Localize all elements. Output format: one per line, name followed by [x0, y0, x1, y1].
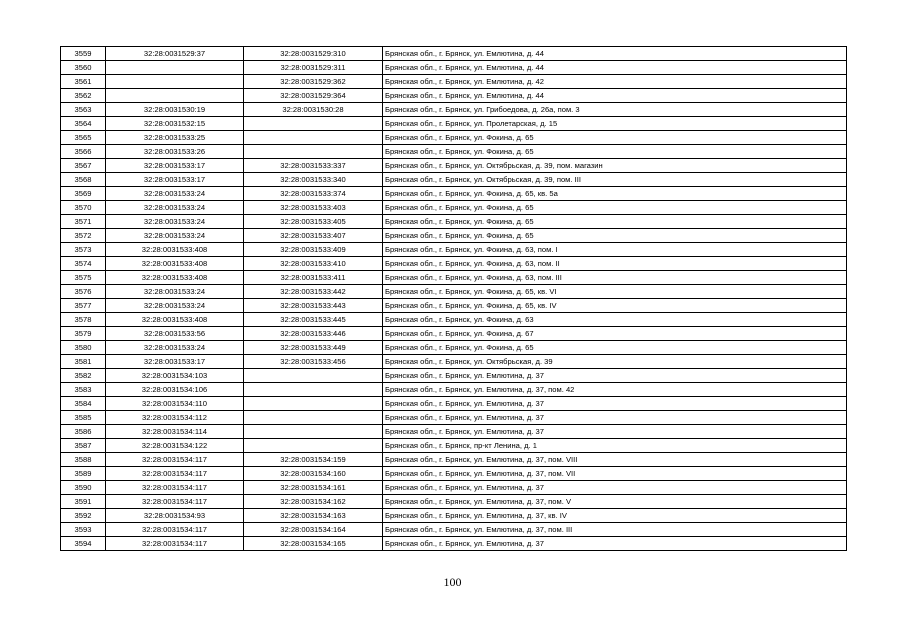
table-row: [61, 201, 847, 215]
row-number-cell: 3566: [61, 145, 106, 159]
address-cell: Брянская обл., г. Брянск, ул. Октябрьская, д. 39, пом. магазин: [383, 159, 847, 173]
cadastral-number-cell: 32:28:0031534:117: [106, 453, 244, 467]
table-row: [61, 397, 847, 411]
cadastral-number-cell: 32:28:0031534:110: [106, 397, 244, 411]
object-cadastral-number-cell: [244, 117, 383, 131]
table-row: [61, 537, 847, 551]
row-number-cell: 3580: [61, 341, 106, 355]
table-row: [61, 243, 847, 257]
object-cadastral-number-cell: [244, 425, 383, 439]
object-cadastral-number-cell: 32:28:0031533:410: [244, 257, 383, 271]
table-row: [61, 61, 847, 75]
address-cell: Брянская обл., г. Брянск, ул. Емлютина, д. 37: [383, 425, 847, 439]
table-row: [61, 383, 847, 397]
address-cell: Брянская обл., г. Брянск, ул. Фокина, д. 65: [383, 201, 847, 215]
object-cadastral-number-cell: 32:28:0031529:310: [244, 47, 383, 61]
row-number-cell: 3589: [61, 467, 106, 481]
cadastral-number-cell: [106, 61, 244, 75]
address-cell: Брянская обл., г. Брянск, ул. Емлютина, д. 37: [383, 397, 847, 411]
object-cadastral-number-cell: [244, 369, 383, 383]
table-row: [61, 103, 847, 117]
cadastral-number-cell: 32:28:0031534:114: [106, 425, 244, 439]
table-row: [61, 467, 847, 481]
table-row: [61, 187, 847, 201]
cadastral-number-cell: 32:28:0031533:408: [106, 257, 244, 271]
cadastral-number-cell: 32:28:0031533:25: [106, 131, 244, 145]
address-cell: Брянская обл., г. Брянск, ул. Фокина, д. 63: [383, 313, 847, 327]
row-number-cell: 3591: [61, 495, 106, 509]
object-cadastral-number-cell: [244, 439, 383, 453]
object-cadastral-number-cell: 32:28:0031533:411: [244, 271, 383, 285]
row-number-cell: 3570: [61, 201, 106, 215]
object-cadastral-number-cell: 32:28:0031533:374: [244, 187, 383, 201]
row-number-cell: 3592: [61, 509, 106, 523]
object-cadastral-number-cell: [244, 145, 383, 159]
address-cell: Брянская обл., г. Брянск, ул. Емлютина, д. 37: [383, 369, 847, 383]
row-number-cell: 3565: [61, 131, 106, 145]
object-cadastral-number-cell: 32:28:0031534:162: [244, 495, 383, 509]
address-cell: Брянская обл., г. Брянск, ул. Фокина, д. 63, пом. II: [383, 257, 847, 271]
address-cell: Брянская обл., г. Брянск, ул. Фокина, д. 65, кв. IV: [383, 299, 847, 313]
row-number-cell: 3578: [61, 313, 106, 327]
address-cell: Брянская обл., г. Брянск, ул. Фокина, д. 67: [383, 327, 847, 341]
row-number-cell: 3569: [61, 187, 106, 201]
cadastral-number-cell: 32:28:0031533:408: [106, 313, 244, 327]
address-cell: Брянская обл., г. Брянск, ул. Емлютина, д. 37, пом. VIII: [383, 453, 847, 467]
table-row: [61, 369, 847, 383]
table-row: [61, 355, 847, 369]
cadastral-number-cell: 32:28:0031533:56: [106, 327, 244, 341]
cadastral-number-cell: 32:28:0031534:103: [106, 369, 244, 383]
object-cadastral-number-cell: 32:28:0031533:403: [244, 201, 383, 215]
table-row: [61, 75, 847, 89]
cadastral-number-cell: 32:28:0031534:112: [106, 411, 244, 425]
row-number-cell: 3568: [61, 173, 106, 187]
cadastral-number-cell: 32:28:0031533:17: [106, 173, 244, 187]
address-cell: Брянская обл., г. Брянск, ул. Емлютина, д. 37, пом. III: [383, 523, 847, 537]
row-number-cell: 3575: [61, 271, 106, 285]
object-cadastral-number-cell: 32:28:0031533:337: [244, 159, 383, 173]
row-number-cell: 3593: [61, 523, 106, 537]
cadastral-number-cell: [106, 75, 244, 89]
table-row: [61, 159, 847, 173]
address-cell: Брянская обл., г. Брянск, ул. Фокина, д. 65, кв. VI: [383, 285, 847, 299]
page-number: 100: [443, 575, 462, 589]
row-number-cell: 3581: [61, 355, 106, 369]
address-cell: Брянская обл., г. Брянск, ул. Грибоедова, д. 26а, пом. 3: [383, 103, 847, 117]
object-cadastral-number-cell: [244, 411, 383, 425]
cadastral-number-cell: [106, 89, 244, 103]
object-cadastral-number-cell: 32:28:0031533:405: [244, 215, 383, 229]
row-number-cell: 3572: [61, 229, 106, 243]
address-cell: Брянская обл., г. Брянск, ул. Емлютина, д. 42: [383, 75, 847, 89]
cadastral-number-cell: 32:28:0031533:408: [106, 271, 244, 285]
table-row: [61, 173, 847, 187]
row-number-cell: 3577: [61, 299, 106, 313]
object-cadastral-number-cell: 32:28:0031534:160: [244, 467, 383, 481]
row-number-cell: 3590: [61, 481, 106, 495]
object-cadastral-number-cell: 32:28:0031529:362: [244, 75, 383, 89]
table-row: [61, 145, 847, 159]
address-cell: Брянская обл., г. Брянск, ул. Фокина, д. 63, пом. III: [383, 271, 847, 285]
address-cell: Брянская обл., г. Брянск, ул. Фокина, д. 65: [383, 229, 847, 243]
object-cadastral-number-cell: 32:28:0031534:163: [244, 509, 383, 523]
row-number-cell: 3582: [61, 369, 106, 383]
cadastral-number-cell: 32:28:0031533:17: [106, 159, 244, 173]
cadastral-number-cell: 32:28:0031534:117: [106, 481, 244, 495]
address-cell: Брянская обл., г. Брянск, ул. Емлютина, д. 37, пом. 42: [383, 383, 847, 397]
object-cadastral-number-cell: 32:28:0031529:311: [244, 61, 383, 75]
row-number-cell: 3559: [61, 47, 106, 61]
row-number-cell: 3585: [61, 411, 106, 425]
cadastral-number-cell: 32:28:0031533:26: [106, 145, 244, 159]
cadastral-number-cell: 32:28:0031534:122: [106, 439, 244, 453]
address-cell: Брянская обл., г. Брянск, ул. Емлютина, д. 37: [383, 537, 847, 551]
cadastral-number-cell: 32:28:0031533:408: [106, 243, 244, 257]
cadastral-number-cell: 32:28:0031534:117: [106, 495, 244, 509]
row-number-cell: 3571: [61, 215, 106, 229]
address-cell: Брянская обл., г. Брянск, ул. Емлютина, д. 44: [383, 89, 847, 103]
cadastral-number-cell: 32:28:0031533:24: [106, 341, 244, 355]
table-row: [61, 425, 847, 439]
address-cell: Брянская обл., г. Брянск, ул. Емлютина, д. 37: [383, 411, 847, 425]
table-row: [61, 509, 847, 523]
address-cell: Брянская обл., г. Брянск, ул. Емлютина, д. 37, пом. VII: [383, 467, 847, 481]
table-row: [61, 299, 847, 313]
row-number-cell: 3576: [61, 285, 106, 299]
row-number-cell: 3583: [61, 383, 106, 397]
table-row: [61, 439, 847, 453]
table-row: [61, 215, 847, 229]
row-number-cell: 3586: [61, 425, 106, 439]
row-number-cell: 3562: [61, 89, 106, 103]
address-cell: Брянская обл., г. Брянск, ул. Фокина, д. 65: [383, 145, 847, 159]
property-registry-table: [60, 46, 847, 551]
row-number-cell: 3587: [61, 439, 106, 453]
table-row: [61, 131, 847, 145]
object-cadastral-number-cell: 32:28:0031533:442: [244, 285, 383, 299]
object-cadastral-number-cell: 32:28:0031533:409: [244, 243, 383, 257]
row-number-cell: 3560: [61, 61, 106, 75]
object-cadastral-number-cell: 32:28:0031529:364: [244, 89, 383, 103]
object-cadastral-number-cell: 32:28:0031533:445: [244, 313, 383, 327]
address-cell: Брянская обл., г. Брянск, ул. Фокина, д. 65: [383, 215, 847, 229]
row-number-cell: 3584: [61, 397, 106, 411]
object-cadastral-number-cell: 32:28:0031530:28: [244, 103, 383, 117]
cadastral-number-cell: 32:28:0031533:24: [106, 285, 244, 299]
object-cadastral-number-cell: 32:28:0031533:340: [244, 173, 383, 187]
table-row: [61, 495, 847, 509]
row-number-cell: 3567: [61, 159, 106, 173]
cadastral-number-cell: 32:28:0031534:93: [106, 509, 244, 523]
object-cadastral-number-cell: 32:28:0031534:159: [244, 453, 383, 467]
object-cadastral-number-cell: [244, 397, 383, 411]
object-cadastral-number-cell: 32:28:0031533:449: [244, 341, 383, 355]
object-cadastral-number-cell: 32:28:0031534:165: [244, 537, 383, 551]
address-cell: Брянская обл., г. Брянск, ул. Октябрьская, д. 39: [383, 355, 847, 369]
object-cadastral-number-cell: 32:28:0031534:164: [244, 523, 383, 537]
object-cadastral-number-cell: [244, 131, 383, 145]
row-number-cell: 3594: [61, 537, 106, 551]
object-cadastral-number-cell: 32:28:0031533:443: [244, 299, 383, 313]
address-cell: Брянская обл., г. Брянск, ул. Емлютина, д. 37, кв. IV: [383, 509, 847, 523]
address-cell: Брянская обл., г. Брянск, ул. Фокина, д. 65: [383, 131, 847, 145]
cadastral-number-cell: 32:28:0031534:117: [106, 537, 244, 551]
address-cell: Брянская обл., г. Брянск, ул. Емлютина, д. 44: [383, 47, 847, 61]
row-number-cell: 3579: [61, 327, 106, 341]
cadastral-number-cell: 32:28:0031533:24: [106, 229, 244, 243]
row-number-cell: 3563: [61, 103, 106, 117]
cadastral-number-cell: 32:28:0031529:37: [106, 47, 244, 61]
row-number-cell: 3588: [61, 453, 106, 467]
object-cadastral-number-cell: 32:28:0031533:446: [244, 327, 383, 341]
row-number-cell: 3561: [61, 75, 106, 89]
cadastral-number-cell: 32:28:0031533:24: [106, 187, 244, 201]
cadastral-number-cell: 32:28:0031533:24: [106, 201, 244, 215]
row-number-cell: 3564: [61, 117, 106, 131]
object-cadastral-number-cell: 32:28:0031533:456: [244, 355, 383, 369]
address-cell: Брянская обл., г. Брянск, ул. Фокина, д. 65, кв. 5а: [383, 187, 847, 201]
table-row: [61, 411, 847, 425]
address-cell: Брянская обл., г. Брянск, ул. Октябрьская, д. 39, пом. III: [383, 173, 847, 187]
object-cadastral-number-cell: 32:28:0031534:161: [244, 481, 383, 495]
table-row: [61, 257, 847, 271]
row-number-cell: 3574: [61, 257, 106, 271]
row-number-cell: 3573: [61, 243, 106, 257]
address-cell: Брянская обл., г. Брянск, ул. Емлютина, д. 37: [383, 481, 847, 495]
table-row: [61, 341, 847, 355]
object-cadastral-number-cell: [244, 383, 383, 397]
table-row: [61, 89, 847, 103]
table-row: [61, 117, 847, 131]
cadastral-number-cell: 32:28:0031532:15: [106, 117, 244, 131]
object-cadastral-number-cell: 32:28:0031533:407: [244, 229, 383, 243]
table-row: [61, 229, 847, 243]
address-cell: Брянская обл., г. Брянск, ул. Емлютина, д. 37, пом. V: [383, 495, 847, 509]
table-row: [61, 47, 847, 61]
cadastral-number-cell: 32:28:0031530:19: [106, 103, 244, 117]
table-row: [61, 327, 847, 341]
cadastral-number-cell: 32:28:0031534:106: [106, 383, 244, 397]
address-cell: Брянская обл., г. Брянск, ул. Фокина, д. 63, пом. I: [383, 243, 847, 257]
cadastral-number-cell: 32:28:0031534:117: [106, 523, 244, 537]
cadastral-number-cell: 32:28:0031534:117: [106, 467, 244, 481]
address-cell: Брянская обл., г. Брянск, ул. Фокина, д. 65: [383, 341, 847, 355]
table-row: [61, 523, 847, 537]
address-cell: Брянская обл., г. Брянск, ул. Пролетарская, д. 15: [383, 117, 847, 131]
cadastral-number-cell: 32:28:0031533:24: [106, 299, 244, 313]
table-row: [61, 313, 847, 327]
table-row: [61, 285, 847, 299]
cadastral-number-cell: 32:28:0031533:24: [106, 215, 244, 229]
table-row: [61, 453, 847, 467]
address-cell: Брянская обл., г. Брянск, пр-кт Ленина, д. 1: [383, 439, 847, 453]
table-row: [61, 271, 847, 285]
address-cell: Брянская обл., г. Брянск, ул. Емлютина, д. 44: [383, 61, 847, 75]
registry-table-body: [61, 47, 847, 551]
cadastral-number-cell: 32:28:0031533:17: [106, 355, 244, 369]
table-row: [61, 481, 847, 495]
